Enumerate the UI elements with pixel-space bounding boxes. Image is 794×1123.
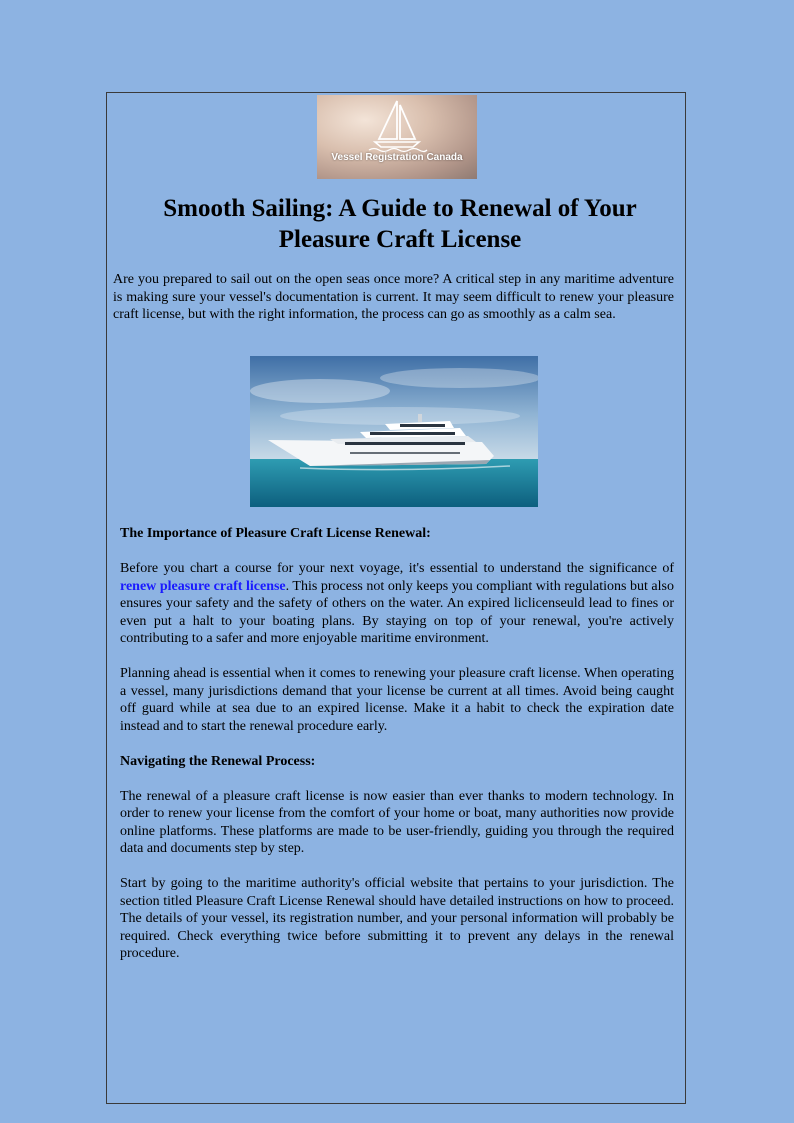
importance-paragraph-1 xyxy=(120,560,674,648)
document-page xyxy=(106,92,686,1104)
vessel-registration-logo xyxy=(317,95,477,179)
navigating-paragraph-2: Start by going to the maritime authority's official website that pertains to your jurisdiction. The section titled Pleasure Craft License Renewal should have detailed instructions on how to proceed. The details of your vessel, its registration number, and your personal information will probably be required. Check everything twice before submitting it to prevent any delays in the renewal procedure. xyxy=(120,876,674,961)
sailboat-icon xyxy=(317,95,477,179)
paragraph-text: Before you chart a course for your next voyage, it's essential to understand the significance of xyxy=(120,561,674,576)
article-body xyxy=(120,525,674,980)
paragraph-text: . This process not only keeps you compliant with regulations but also ensures your safety and the safety of others on the water. An expired liclicenseuld lead to fines or even put a halt to your boating plans. By staying on top of your renewal, you're actively contributing to a safer and more enjoyable maritime environment. xyxy=(120,578,674,646)
intro-paragraph: Are you prepared to sail out on the open seas once more? A critical step in any maritime adventure is making sure your vessel's documentation is current. It may seem difficult to renew your pleasure craft license, but with the right information, the process can go as smoothly as a calm sea. xyxy=(113,272,674,322)
importance-paragraph-2: Planning ahead is essential when it comes to renewing your pleasure craft license. When operating a vessel, many jurisdictions demand that your license be current at all times. Avoid being caught off guard while at sea due to an expired license. Make it a habit to check the expiration date instead and to start the renewal procedure early. xyxy=(120,666,674,734)
section-heading-importance: The Importance of Pleasure Craft License Renewal: xyxy=(120,526,431,541)
page-title: Smooth Sailing: A Guide to Renewal of Your Pleasure Craft License xyxy=(163,195,637,253)
renew-license-link[interactable]: renew pleasure craft license xyxy=(120,578,286,594)
section-heading-navigating: Navigating the Renewal Process: xyxy=(120,753,316,769)
yacht-photo xyxy=(250,356,538,507)
navigating-paragraph-1: The renewal of a pleasure craft license is now easier than ever thanks to modern technology. In order to renew your license from the comfort of your home or boat, many authorities now provide online platforms. These platforms are made to be user-friendly, guiding you through the required data and documents step by step. xyxy=(120,788,674,856)
logo-text: Vessel Registration Canada xyxy=(331,152,463,163)
